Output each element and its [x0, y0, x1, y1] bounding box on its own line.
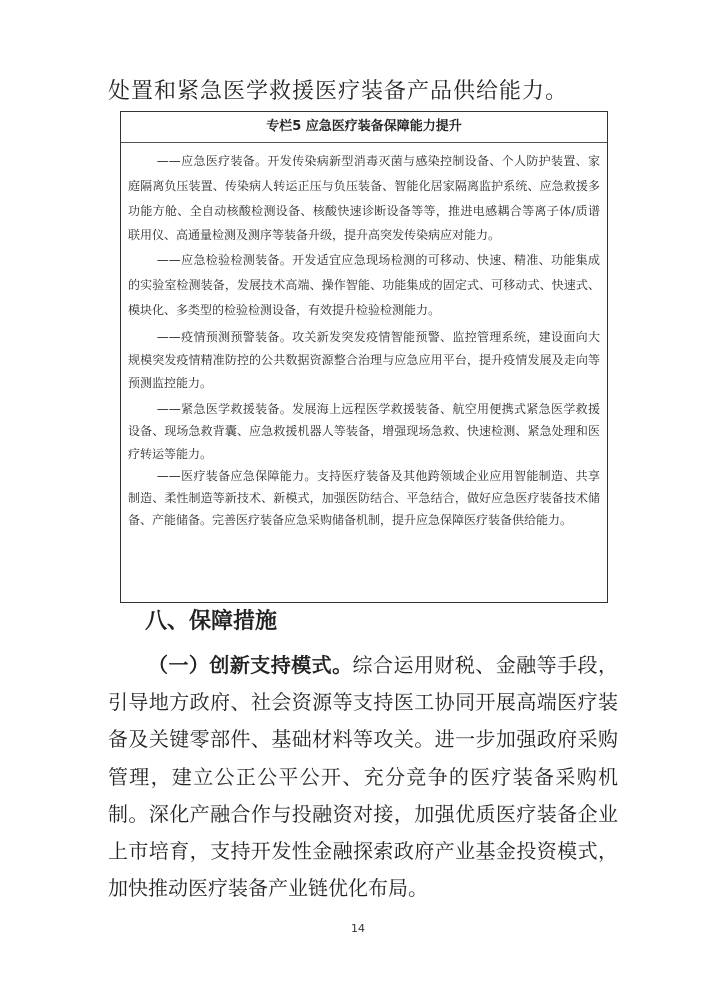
- box-paragraph-testing-equipment: ——应急检验检测装备。开发适宜应急现场检测的可移动、快速、精准、功能集成的实验室检测装备，发展技术高端、操作智能、功能集成的固定式、可移动式、快速式、模块化、多类型的检验检测设备，有效提升检验检测能力。: [128, 253, 600, 317]
- intro-line: 处置和紧急医学救援医疗装备产品供给能力。: [108, 79, 569, 104]
- subsection-paragraph: [108, 647, 618, 907]
- box-paragraph-emergency-equipment: ——应急医疗装备。开发传染病新型消毒灭菌与感染控制设备、个人防护装置、家庭隔离负压装置、传染病人转运正压与负压装备、智能化居家隔离监护系统、应急救援多功能方舱、全自动核酸检测设备、核酸快速诊断设备等等，推进电感耦合等离子体/质谱联用仪、高通量检测及测序等装备升级，提升高突发传染病应对能力。: [128, 154, 600, 243]
- box-body: [128, 149, 600, 531]
- feature-box: [120, 111, 608, 603]
- subsection-text: 综合运用财税、金融等手段，引导地方政府、社会资源等支持医工协同开展高端医疗装备及关键零部件、基础材料等攻关。进一步加强政府采购管理，建立公正公平公开、充分竞争的医疗装备采购机制。深化产融合作与投融资对接，加强优质医疗装备企业上市培育，支持开发性金融探索政府产业基金投资模式，加快推动医疗装备产业链优化布局。: [108, 653, 619, 901]
- box-paragraph-epidemic-warning: ——疫情预测预警装备。攻关新发突发疫情智能预警、监控管理系统，建设面向大规模突发疫情精准防控的公共数据资源整合治理与应急应用平台，提升疫情发展及走向等预测监控能力。: [128, 329, 600, 390]
- box-paragraph-supply-capacity: ——医疗装备应急保障能力。支持医疗装备及其他跨领域企业应用智能制造、共享制造、柔性制造等新技术、新模式，加强医防结合、平急结合，做好应急医疗装备技术储备、产能储备。完善医疗装备应急采购储备机制，提升应急保障医疗装备供给能力。: [128, 468, 600, 528]
- section-heading: 八、保障措施: [145, 609, 278, 634]
- page-number: 14: [351, 922, 365, 935]
- box-paragraph-medical-rescue: ——紧急医学救援装备。发展海上远程医学救援装备、航空用便携式紧急医学救援设备、现场急救背囊、应急救援机器人等装备，增强现场急救、快速检测、紧急处理和医疗转运等能力。: [128, 402, 600, 461]
- box-title: 专栏5 应急医疗装备保障能力提升: [121, 112, 607, 143]
- subsection-lead: （一）创新支持模式。: [148, 653, 353, 677]
